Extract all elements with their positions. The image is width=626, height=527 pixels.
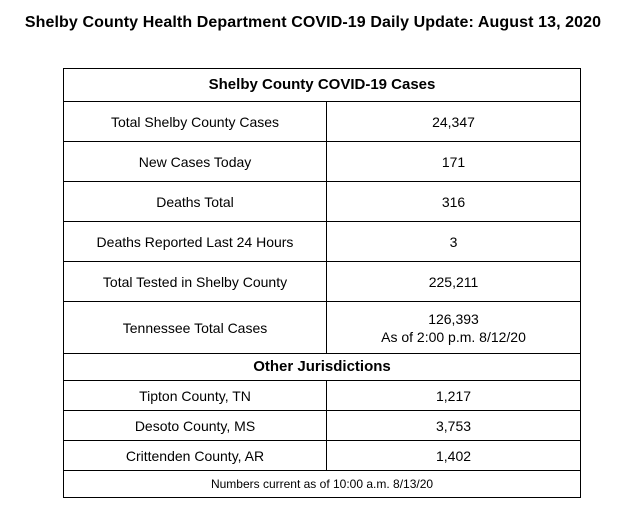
tennessee-value: 126,393 [428,310,479,327]
row-label: Tipton County, TN [64,381,327,411]
table-row [64,222,581,262]
row-value: 3,753 [327,411,581,441]
row-value: 171 [327,142,581,182]
row-label: Crittenden County, AR [64,441,327,471]
row-label: Deaths Total [64,182,327,222]
other-section-heading: Other Jurisdictions [64,354,581,381]
row-value: 3 [327,222,581,262]
row-value: 1,217 [327,381,581,411]
table-row-tennessee [64,302,581,354]
table-row [64,102,581,142]
row-label: Total Tested in Shelby County [64,262,327,302]
row-value: 316 [327,182,581,222]
table-row [64,182,581,222]
row-value: 225,211 [327,262,581,302]
cases-section-heading: Shelby County COVID-19 Cases [64,69,581,102]
table-row [64,262,581,302]
table-row [64,411,581,441]
row-label: New Cases Today [64,142,327,182]
row-value: 24,347 [327,102,581,142]
section-header-row [64,354,581,381]
row-label: Desoto County, MS [64,411,327,441]
page-title: Shelby County Health Department COVID-19 Daily Update: August 13, 2020 [24,14,602,31]
table-row [64,142,581,182]
row-value [327,302,581,354]
section-header-row [64,69,581,102]
row-label: Tennessee Total Cases [64,302,327,354]
row-value: 1,402 [327,441,581,471]
footnote-row [64,471,581,498]
covid-stats-table [63,68,581,498]
row-label: Deaths Reported Last 24 Hours [64,222,327,262]
row-label: Total Shelby County Cases [64,102,327,142]
footnote: Numbers current as of 10:00 a.m. 8/13/20 [64,471,581,498]
table-row [64,381,581,411]
tennessee-note: As of 2:00 p.m. 8/12/20 [381,328,526,345]
table-row [64,441,581,471]
